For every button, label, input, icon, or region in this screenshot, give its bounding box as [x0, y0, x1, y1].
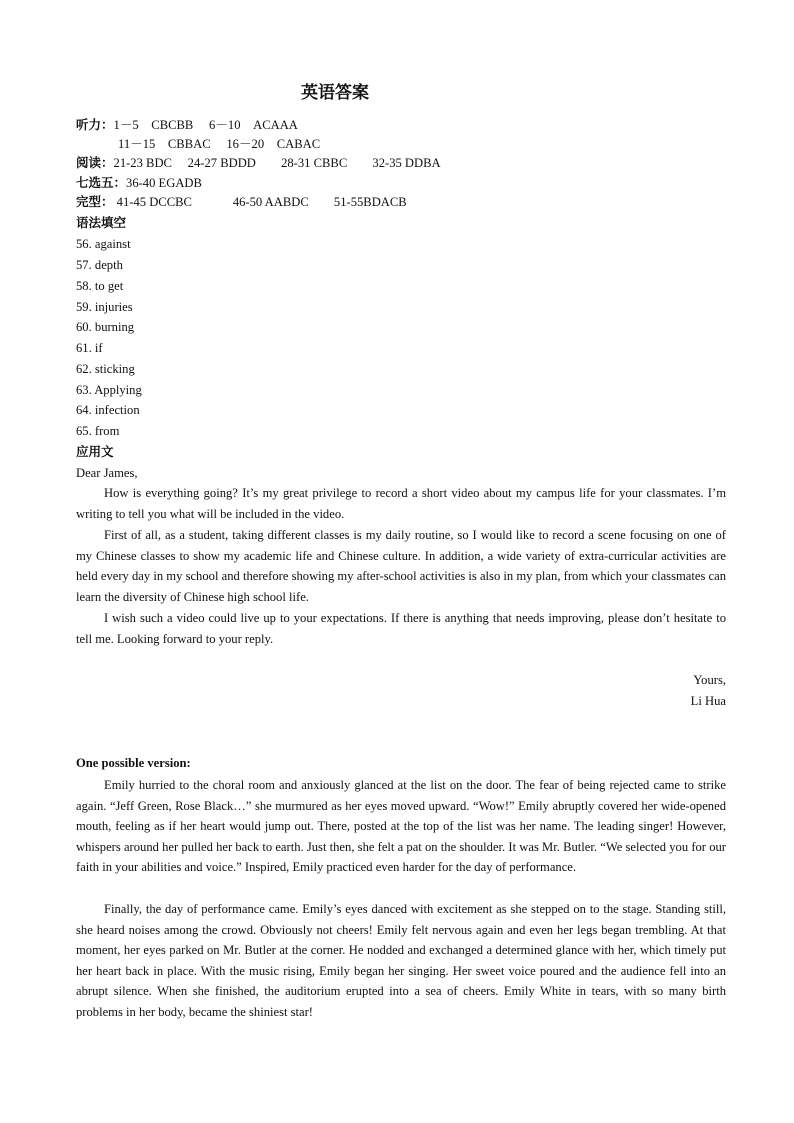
- page-title: 英语答案: [301, 83, 369, 103]
- grammar-item: 61. if: [76, 341, 103, 355]
- reading-answers: 21-23 BDC 24-27 BDDD 28-31 CBBC 32-35 DDBA: [113, 156, 441, 170]
- letter-paragraph-1: How is everything going? It’s my great privilege to record a short video about my campus life for your classmates. I’m writing to tell you what will be included in the video.: [76, 486, 726, 521]
- grammar-item: 60. burning: [76, 320, 135, 334]
- letter-salutation: Dear James,: [76, 466, 138, 480]
- grammar-item: 58. to get: [76, 279, 124, 293]
- writing-heading: 应用文: [76, 444, 114, 459]
- reading-label: 阅读：: [76, 155, 114, 170]
- letter-paragraph-3: I wish such a video could live up to your expectations. If there is anything that needs improving, please don’t hesitate to tell me. Looking forward to your reply.: [76, 611, 726, 646]
- continuation-heading: One possible version:: [76, 756, 191, 770]
- seven-row: [76, 173, 202, 193]
- reading-row: [76, 153, 441, 173]
- grammar-item: 65. from: [76, 424, 120, 438]
- letter-signature: Li Hua: [690, 694, 726, 708]
- letter-paragraph-2: First of all, as a student, taking different classes is my daily routine, so I would like to record a scene focusing on one of my Chinese classes to show my academic life and Chinese culture. In addition, a wide variety of extra-curricular activities are held every day in my school and therefore showing my after-school activities is also in my plan, from which your classmates can learn the diversity of Chinese high school life.: [76, 528, 726, 604]
- cloze-row: [76, 192, 407, 212]
- continuation-paragraph-1: Emily hurried to the choral room and anxiously glanced at the list on the door. The fear of being rejected came to strike again. “Jeff Green, Rose Black…” she murmured as her eyes moved upward. “Wow!” Emily abruptly covered her wide-opened mouth, feeling as if her heart would jump out. There, posted at the top of the list was her name. The leading singer! However, whispers around her pulled her back to earth. Just then, she felt a pat on the shoulder. It was Mr. Butler. “We selected you for our faith in your abilities and voice.” Inspired, Emily practiced even harder for the day of performance.: [76, 778, 726, 875]
- grammar-item: 59. injuries: [76, 300, 133, 314]
- continuation-paragraph-2: Finally, the day of performance came. Emily’s eyes danced with excitement as she stepped on to the stage. Standing still, she heard noises among the crowd. Obviously not cheers! Emily felt nervous again and even her legs began trembling. At that moment, her eyes parked on Mr. Butler at the corner. He nodded and exchanged a determined glance with her, which timely put her heart back in place. With the music rising, Emily began her singing. Her sweet voice poured and the audience fell into an abrupt silence. When she finished, the auditorium erupted into a sea of cheers. Emily White in tears, with so many birth problems in her body, became the shiniest star!: [76, 902, 726, 1019]
- grammar-item: 62. sticking: [76, 362, 135, 376]
- seven-label: 七选五：: [76, 175, 127, 190]
- grammar-item: 56. against: [76, 237, 131, 251]
- letter-closing: Yours,: [693, 673, 726, 687]
- grammar-heading: 语法填空: [76, 215, 127, 230]
- seven-answers: 36-40 EGADB: [126, 176, 202, 190]
- listening-answers-2: 11－15 CBBAC 16－20 CABAC: [118, 137, 321, 151]
- cloze-label: 完型：: [76, 194, 114, 209]
- listening-row-1: [76, 115, 298, 135]
- listening-answers-1: 1－5 CBCBB 6－10 ACAAA: [113, 118, 298, 132]
- grammar-item: 57. depth: [76, 258, 123, 272]
- grammar-item: 64. infection: [76, 403, 140, 417]
- listening-label: 听力：: [76, 117, 114, 132]
- grammar-item: 63. Applying: [76, 383, 142, 397]
- cloze-answers: 41-45 DCCBC 46-50 AABDC 51-55BDACB: [113, 195, 407, 209]
